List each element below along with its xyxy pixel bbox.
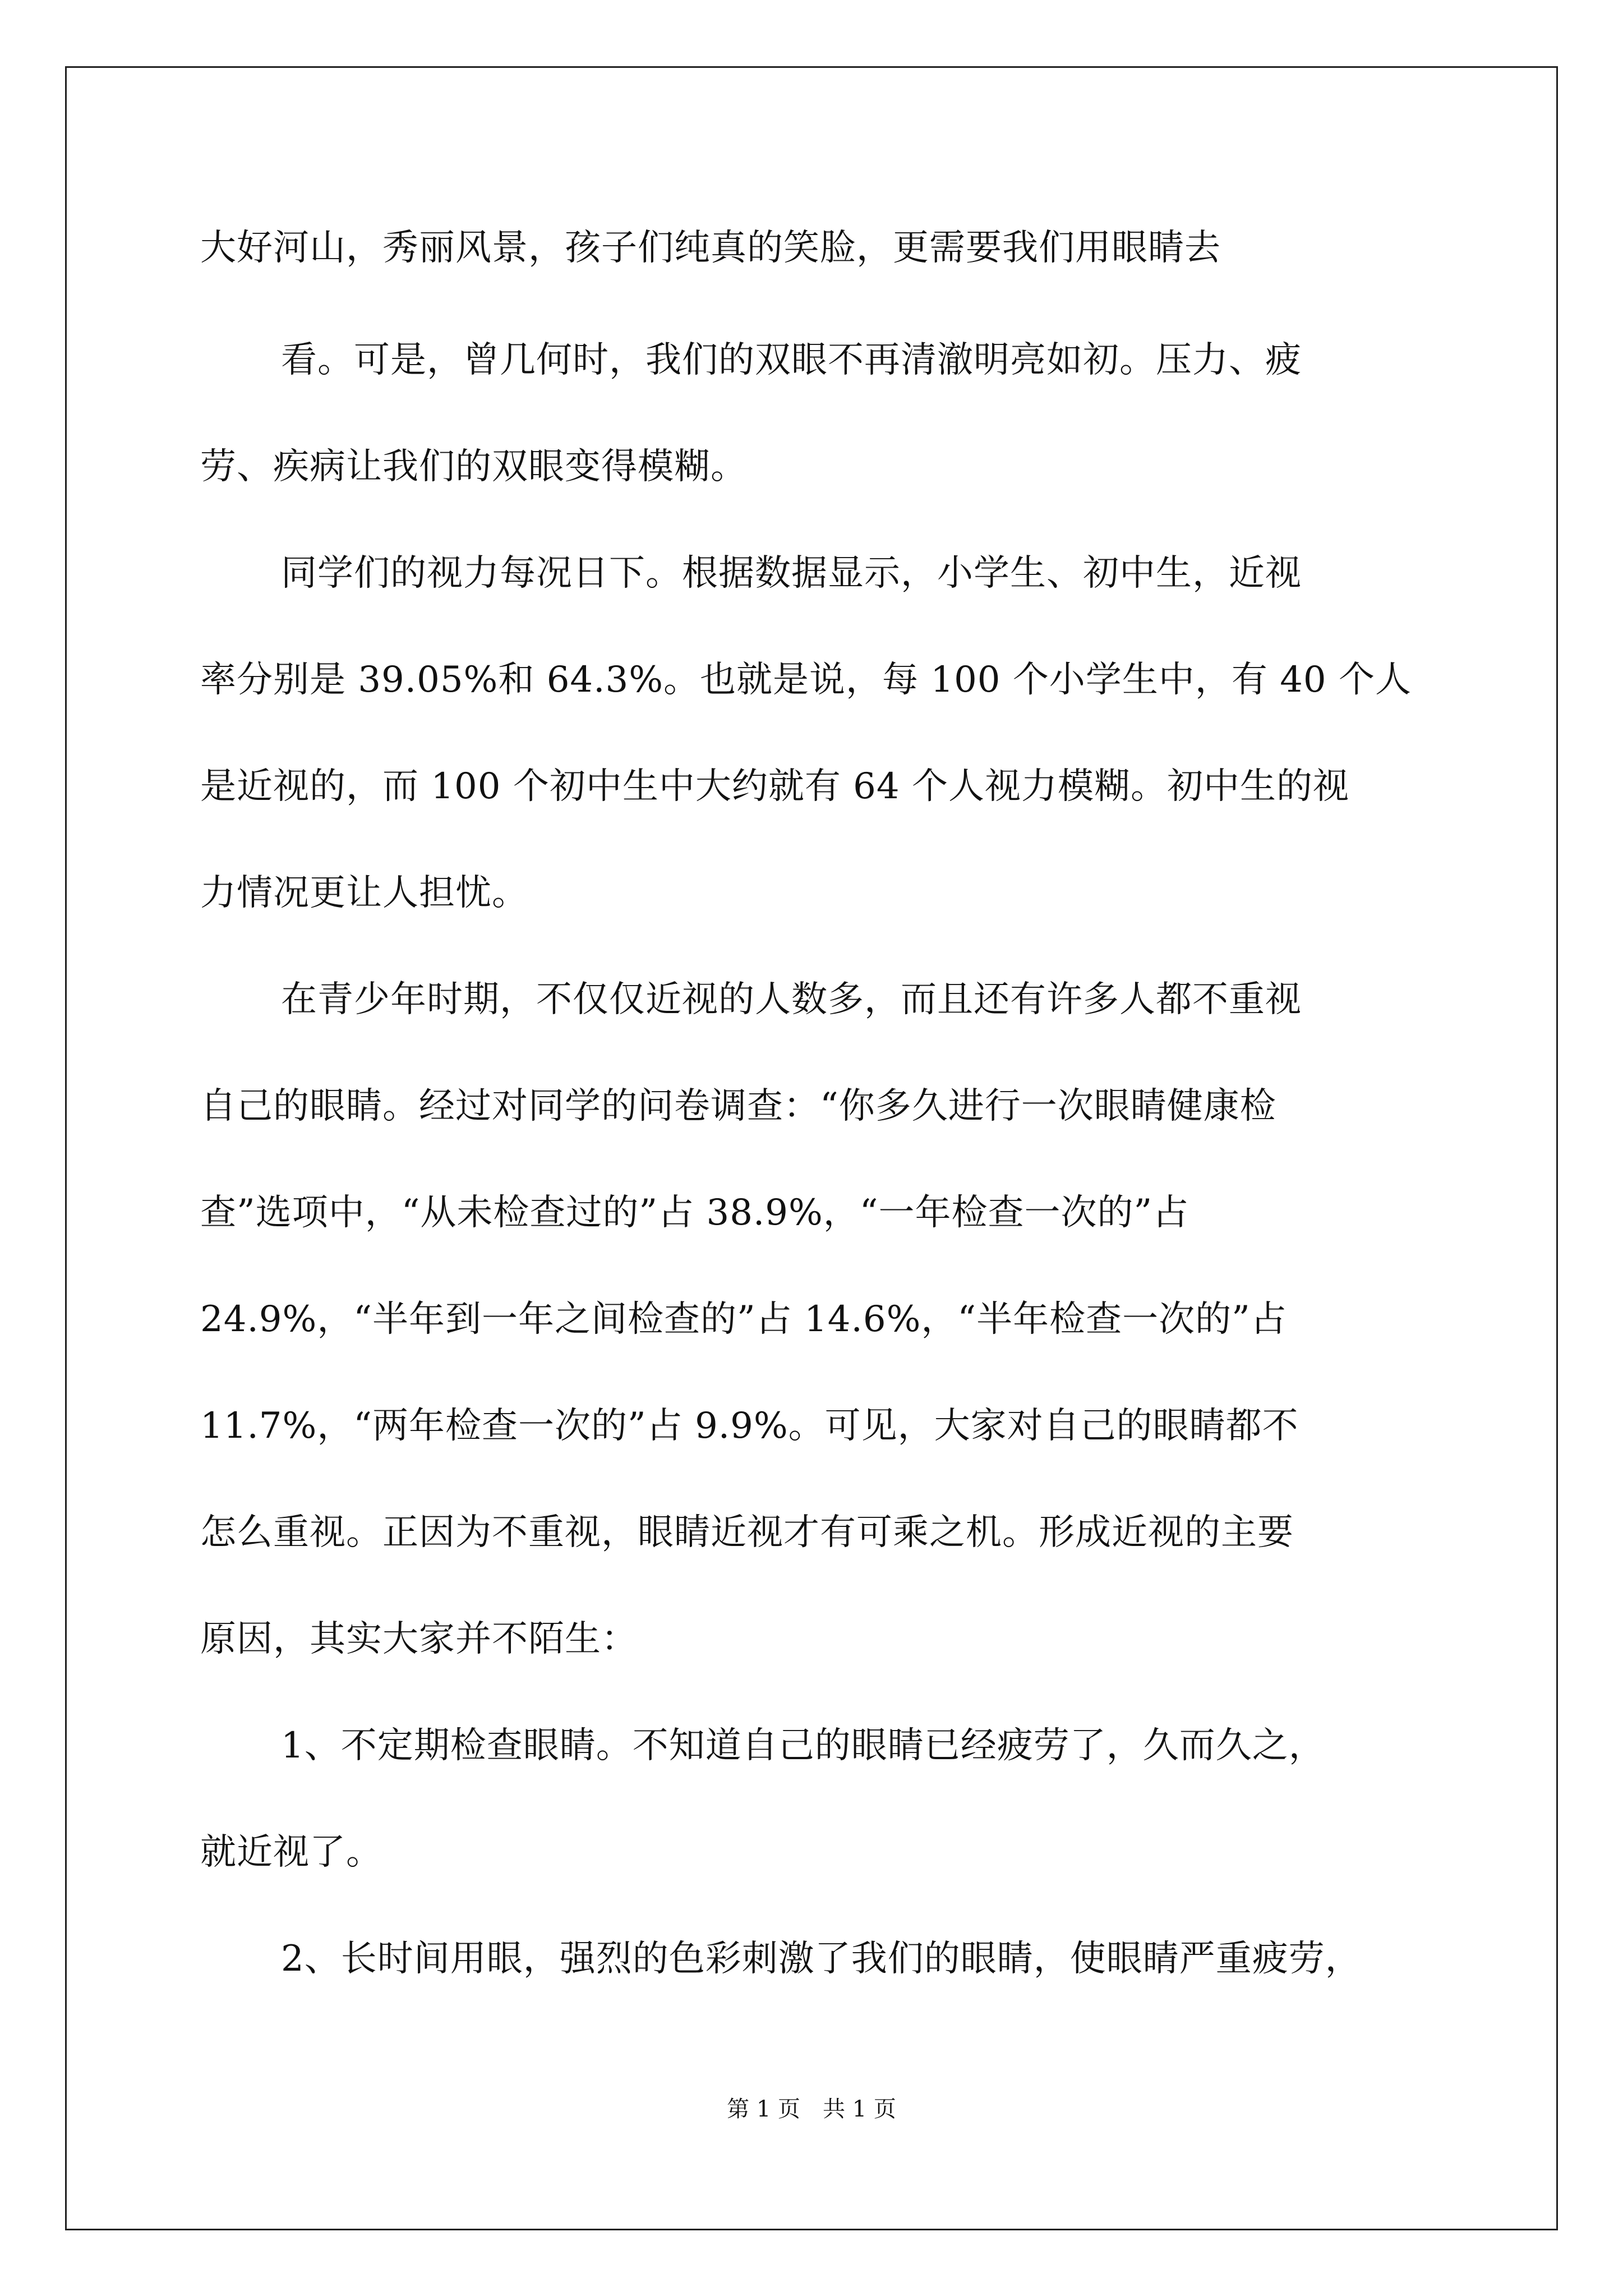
page-border (65, 66, 1558, 2230)
text-line-15: 1、不定期检查眼睛。不知道自己的眼睛已经疲劳了，久而久之， (281, 1725, 1325, 1766)
text-line-13: 怎么重视。正因为不重视，眼睛近视才有可乘之机。形成近视的主要 (200, 1512, 1294, 1553)
text-line-1: 大好河山，秀丽风景，孩子们纯真的笑脸，更需要我们用眼睛去 (200, 227, 1221, 269)
text-line-10: 查”选项中，“从未检查过的”占 38.9%，“一年检查一次的”占 (200, 1192, 1189, 1234)
text-line-5: 率分别是 39.05%和 64.3%。也就是说，每 100 个小学生中，有 40 个人 (200, 659, 1412, 701)
text-line-4: 同学们的视力每况日下。根据数据显示，小学生、初中生，近视 (281, 553, 1302, 594)
text-line-17: 2、长时间用眼，强烈的色彩刺激了我们的眼睛，使眼睛严重疲劳， (281, 1938, 1362, 1980)
text-line-11: 24.9%，“半年到一年之间检查的”占 14.6%，“半年检查一次的”占 (200, 1299, 1287, 1340)
text-line-16: 就近视了。 (200, 1832, 382, 1873)
text-line-3: 劳、疾病让我们的双眼变得模糊。 (200, 446, 747, 487)
text-line-9: 自己的眼睛。经过对同学的问卷调查：“你多久进行一次眼睛健康检 (200, 1085, 1276, 1127)
text-line-14: 原因，其实大家并不陌生： (200, 1618, 638, 1660)
page-number-footer: 第 1 页 共 1 页 (727, 2096, 896, 2122)
text-line-6: 是近视的，而 100 个初中生中大约就有 64 个人视力模糊。初中生的视 (200, 766, 1349, 807)
text-line-8: 在青少年时期，不仅仅近视的人数多，而且还有许多人都不重视 (281, 979, 1302, 1020)
text-line-2: 看。可是，曾几何时，我们的双眼不再清澈明亮如初。压力、疲 (281, 339, 1302, 381)
text-line-7: 力情况更让人担忧。 (200, 872, 528, 914)
text-line-12: 11.7%，“两年检查一次的”占 9.9%。可见，大家对自己的眼睛都不 (200, 1405, 1299, 1447)
